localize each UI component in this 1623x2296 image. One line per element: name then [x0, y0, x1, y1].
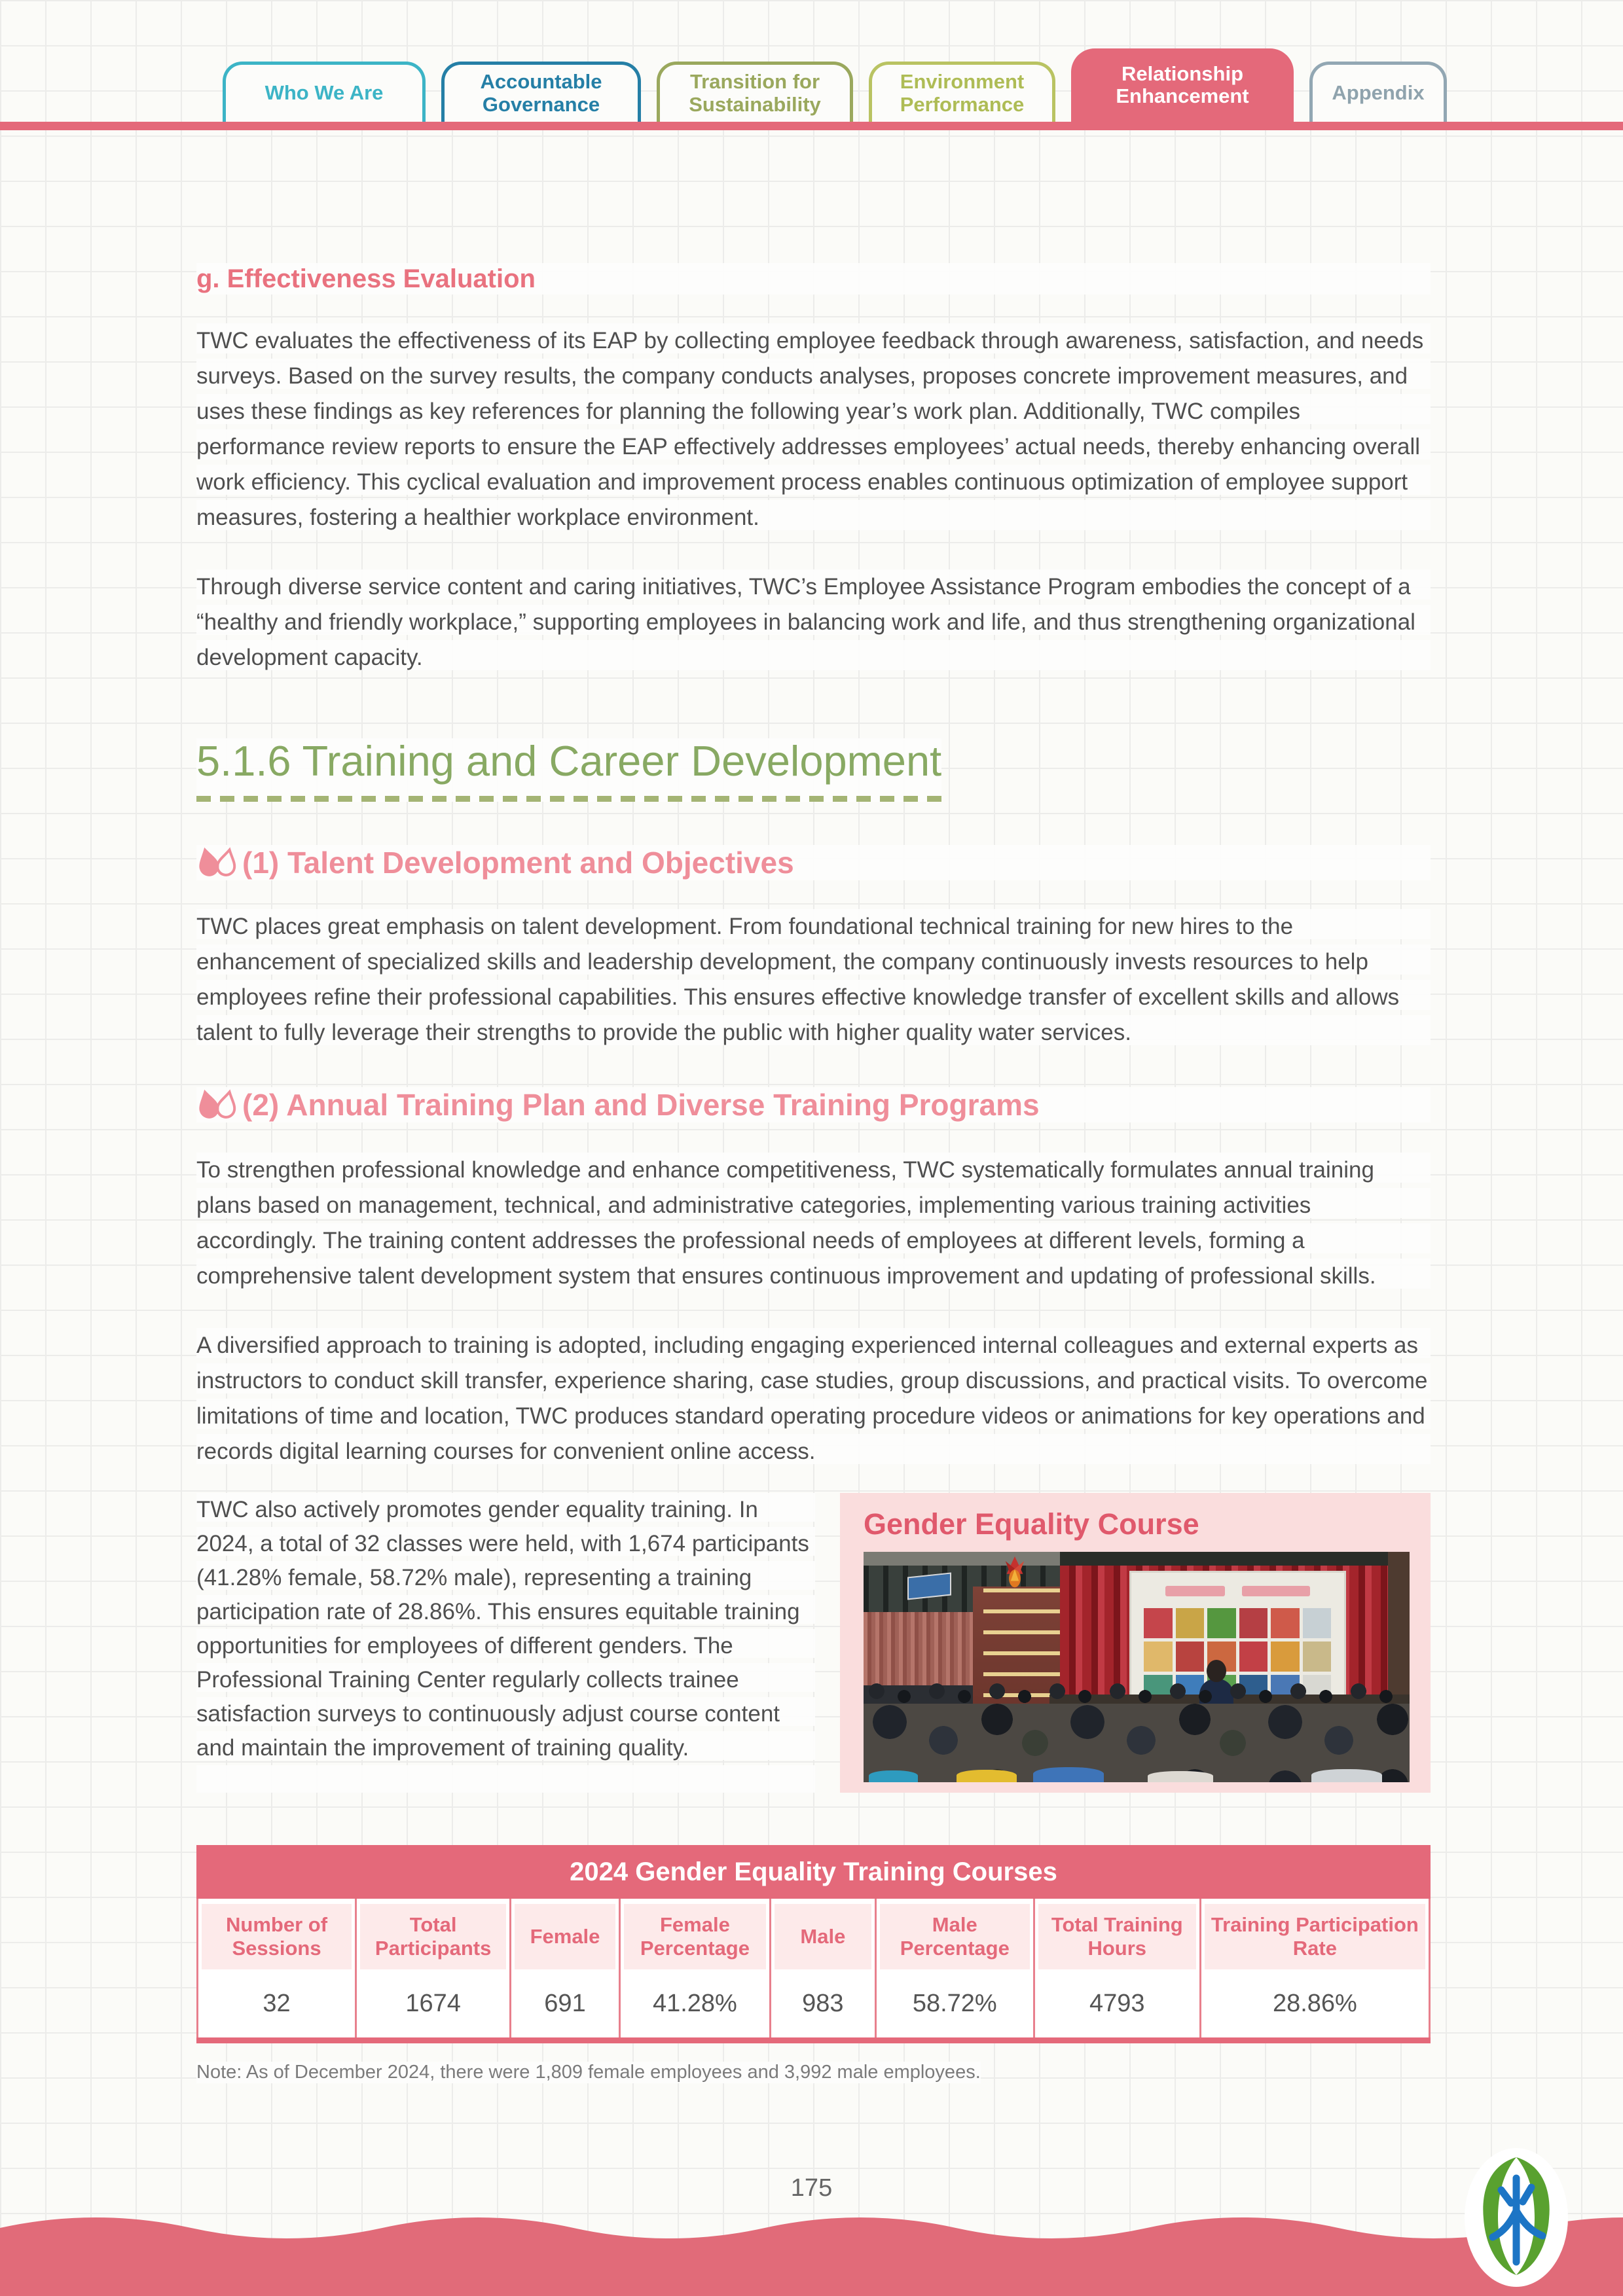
tab-label: Appendix — [1332, 81, 1425, 105]
subsection-1-heading — [196, 845, 1431, 880]
table-value-cell: 691 — [511, 1975, 621, 2037]
water-drop-icon — [196, 1088, 238, 1122]
column-header: Training Participation Rate — [1205, 1904, 1425, 1969]
table-header-cell — [1035, 1899, 1201, 1975]
table-value-cell: 41.28% — [621, 1975, 771, 2037]
table-value-cell: 1674 — [357, 1975, 511, 2037]
table-value-cell: 28.86% — [1272, 1989, 1357, 2017]
gender-equality-section — [196, 1493, 1431, 1793]
effectiveness-paragraph-1: TWC evaluates the effectiveness of its EAP by collecting employee feedback through awareness, satisfaction, and needs surveys. Based on the survey results, the company conducts analyses, proposes concrete improvement measures, and uses these findings as key references for planning the following year’s work plan. Additionally, TWC compiles performance review reports to ensure the EAP effectively addresses employees’ actual needs, thereby enhancing overall work efficiency. This cyclical evaluation and improvement process enables continuous optimization of employee support measures, fostering a healthier workplace environment. — [196, 323, 1431, 535]
column-header: Male — [775, 1904, 871, 1969]
flame-emblem-icon — [1000, 1556, 1029, 1589]
section-tabs — [223, 0, 1447, 122]
table-header-cell — [357, 1899, 511, 1975]
water-drop-icon — [196, 846, 238, 880]
section-heading-training-career-development: 5.1.6 Training and Career Development — [196, 738, 941, 802]
subsection-1-label: (1) Talent Development and Objectives — [242, 846, 794, 880]
table-grid — [196, 1899, 1431, 2037]
table-header-cell — [198, 1899, 357, 1975]
table-header-cell — [621, 1899, 771, 1975]
page-content — [196, 263, 1431, 2083]
subsection-2-heading — [196, 1087, 1431, 1122]
annual-training-paragraph-2: A diversified approach to training is adopted, including engaging experienced internal colleagues and external experts as instructors to conduct skill transfer, experience sharing, case studies, group discussions, and practical visits. To overcome limitations of time and location, TWC produces standard operating procedure videos or animations for key operations and records digital learning courses for convenient online access. — [196, 1328, 1431, 1469]
table-header-cell — [771, 1899, 877, 1975]
column-header: Female — [515, 1904, 615, 1969]
effectiveness-evaluation-heading: g. Effectiveness Evaluation — [196, 263, 1431, 295]
column-header: Number of Sessions — [202, 1904, 352, 1969]
subsection-2-label: (2) Annual Training Plan and Diverse Training Programs — [242, 1088, 1040, 1122]
audience-member — [957, 1770, 1017, 1782]
audience-member — [1148, 1771, 1213, 1782]
tab-relationship-enhancement-active[interactable] — [1071, 48, 1294, 122]
gender-course-photo — [864, 1552, 1410, 1782]
talent-development-paragraph: TWC places great emphasis on talent development. From foundational technical training for new hires to the enhancement of specialized skills and leadership development, the company continuously invests resources to help employees refine their professional capabilities. This ensures effective knowledge transfer of excellent skills and allows talent to fully leverage their strengths to provide the public with higher quality water services. — [196, 909, 1431, 1050]
column-header: Total Participants — [360, 1904, 506, 1969]
page-number: 175 — [790, 2174, 833, 2202]
table-note: Note: As of December 2024, there were 1,809 female employees and 3,992 male employees. — [196, 2062, 981, 2083]
photo-audience — [864, 1704, 1410, 1782]
table-header-cell — [877, 1899, 1035, 1975]
table-value-cell: 4793 — [1035, 1975, 1201, 2037]
slide-title-text — [1242, 1586, 1310, 1596]
gender-training-table — [196, 1845, 1431, 2043]
table-bottom-border — [196, 2037, 1431, 2043]
audience-member — [869, 1770, 918, 1782]
accent-divider-bar — [0, 122, 1623, 130]
tab-who-we-are[interactable] — [223, 62, 426, 122]
slide-title-text — [1165, 1586, 1225, 1596]
annual-training-paragraph-1: To strengthen professional knowledge and enhance competitiveness, TWC systematically formulates annual training plans based on management, technical, and administrative categories, implementing various training activities accordingly. The training content addresses the professional needs of employees at different levels, forming a comprehensive talent development system that ensures continuous improvement and updating of professional skills. — [196, 1153, 1431, 1294]
tab-accountable-governance[interactable] — [441, 62, 641, 122]
tab-label: Transition for Sustainability — [689, 70, 821, 116]
audience-member — [1311, 1769, 1382, 1782]
gender-equality-course-card — [840, 1493, 1431, 1793]
tab-label: Relationship Enhancement — [1116, 62, 1249, 107]
photo-speaker-head — [1207, 1660, 1226, 1682]
audience-member — [1033, 1767, 1104, 1782]
effectiveness-paragraph-2: Through diverse service content and caring initiatives, TWC’s Employee Assistance Program embodies the concept of a “healthy and friendly workplace,” supporting employees in balancing work and life, and thus strengthening organizational development capacity. — [196, 569, 1431, 675]
table-header-cell — [511, 1899, 621, 1975]
table-title: 2024 Gender Equality Training Courses — [196, 1845, 1431, 1899]
table-header-cell — [1201, 1899, 1429, 1975]
column-header: Male Percentage — [880, 1904, 1030, 1969]
tab-label: Who We Are — [264, 81, 384, 105]
gender-equality-paragraph: TWC also actively promotes gender equality training. In 2024, a total of 32 classes were held, with 1,674 participants (41.28% female, 58.72% male), representing a training participation rate of 28.86%. This ensures equitable training opportunities for employees of different genders. The Professional Training Center regularly collects trainee satisfaction surveys to continuously adjust course content and maintain the improvement of training quality. — [196, 1493, 815, 1793]
photo-laptop — [907, 1573, 951, 1600]
footer-wave — [0, 2204, 1623, 2296]
tab-label: Accountable Governance — [480, 70, 602, 116]
table-value-cell: 58.72% — [877, 1975, 1035, 2037]
tab-environment-performance[interactable] — [869, 62, 1055, 122]
twc-logo — [1463, 2147, 1569, 2288]
table-value-cell: 983 — [771, 1975, 877, 2037]
tab-transition-for-sustainability[interactable] — [657, 62, 853, 122]
column-header: Female Percentage — [624, 1904, 766, 1969]
table-value-cell: 32 — [198, 1975, 357, 2037]
gender-course-card-title: Gender Equality Course — [864, 1507, 1199, 1541]
tab-appendix[interactable] — [1309, 62, 1447, 122]
column-header: Total Training Hours — [1038, 1904, 1196, 1969]
tab-label: Environment Performance — [900, 70, 1025, 116]
